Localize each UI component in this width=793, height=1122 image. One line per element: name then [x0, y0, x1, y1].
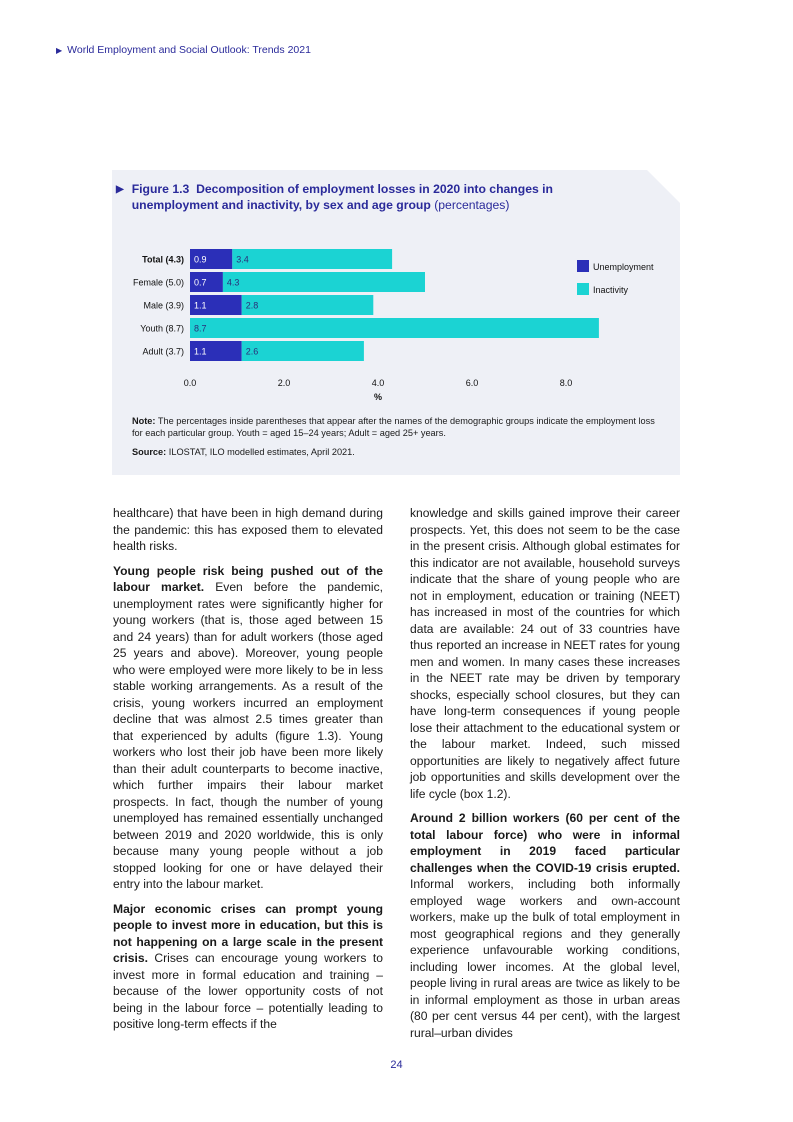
figure-title-text: Decomposition of employment losses in 2020 into changes in unemployment and inactivity, by sex and age group [131, 182, 553, 212]
data-label: 8.7 [194, 323, 207, 334]
stacked-bar-chart [112, 240, 680, 405]
bar-segment-inactivity [190, 318, 599, 338]
figure-title [116, 181, 636, 213]
x-tick-label: 8.0 [559, 378, 573, 388]
legend-swatch [577, 283, 589, 295]
figure-title-suffix: (percentages) [434, 198, 510, 212]
data-label: 0.7 [194, 277, 207, 288]
category-label: Male (3.9) [143, 300, 184, 311]
triangle-icon: ▶ [56, 45, 63, 55]
x-tick-label: 0.0 [183, 378, 197, 388]
page-number: 24 [390, 1059, 403, 1071]
text-column-right [410, 505, 680, 1049]
legend-entry: Unemployment [593, 262, 654, 272]
paragraph-lead: Major economic crises can prompt young people to invest more in education, but this is not happening on a large scale in the present crisis. [113, 901, 383, 965]
data-label: 2.6 [245, 346, 259, 357]
note-label: Note: [132, 416, 156, 426]
source-text: ILOSTAT, ILO modelled estimates, April 2021. [168, 447, 355, 457]
legend-entry: Inactivity [593, 285, 629, 295]
paragraph: healthcare) that have been in high demand during the pandemic: this has exposed them to elevated health risks. [113, 506, 383, 553]
category-label: Total (4.3) [142, 254, 184, 265]
paragraph-lead: Young people risk being pushed out of the labour market. [113, 563, 383, 594]
data-label: 3.4 [236, 254, 249, 265]
paragraph-text: Crises can encourage young workers to invest more in formal education and training – because of the lower opportunity costs of not being in the labour force – potentially leading to positive long-term effects if the [113, 951, 383, 1031]
category-label: Youth (8.7) [140, 323, 184, 334]
category-label: Female (5.0) [132, 277, 184, 288]
figure-number: Figure 1.3 [131, 182, 190, 196]
bar-segment-inactivity [232, 249, 392, 269]
x-axis-label: % [373, 392, 383, 402]
source-label: Source: [132, 447, 167, 457]
bar-segment-inactivity [242, 341, 364, 361]
paragraph-text: Even before the pandemic, unemployment rates were significantly higher for young workers (that is, those aged between 15 and 24 years) than for adult workers (those aged 25 years and above). Moreover, young people who were employed were more likely to be in less stable working arrangements. As a result of the crisis, young workers incurred an employment decline that was almost 2.5 times greater than that experienced by adults (figure 1.3). Young workers who lost their job have been more likely than their adult counterparts to become inactive, which further impairs their labour market prospects. In fact, though the number of young unemployed has remained essentially unchanged between 2019 and 2020 worldwide, this is only because many young people without a job stopped looking for one or have delayed their entry into the labour market. [113, 580, 383, 891]
triangle-icon: ▶ [116, 184, 124, 195]
x-tick-label: 4.0 [371, 378, 385, 388]
figure-source [132, 447, 662, 457]
text-column-left [113, 505, 383, 1041]
paragraph: knowledge and skills gained improve their career prospects. Yet, this does not seem to be the case in the present crisis. Although global estimates for this indicator are not available, household surveys indicate that the share of young people who are not in employment, education or training (NEET) has increased in most of the countries for which data are available: 24 out of 33 countries have thus reported an increase in NEET rates for young men and women. In many cases these increases in the NEET rate may be driven by temporary shocks, especially school closures, but they can have long-term consequences if young people lose their attachment to the educational system or the labour market. Indeed, such missed opportunities are likely to negatively affect future job opportunities and skills development over the life cycle (box 1.2). [410, 506, 680, 801]
note-text: The percentages inside parentheses that appear after the names of the demographic groups indicate the employment loss for each particular group. Youth = aged 15–24 years; Adult = aged 25+ years. [132, 416, 655, 438]
bar-segment-inactivity [223, 272, 425, 292]
x-tick-label: 2.0 [277, 378, 291, 388]
paragraph-lead: Around 2 billion workers (60 per cent of the total labour force) who were in informal employment in 2019 faced particular challenges when the COVID-19 crisis erupted. [410, 811, 680, 875]
paragraph-text: Informal workers, including both informally employed wage workers and own-account workers, make up the bulk of total employment in most geographical regions and they generally experience unfavourable working conditions, including lower incomes. At the global level, people living in rural areas are twice as likely to be in informal employment as those in urban areas (80 per cent versus 44 per cent), with the largest rural–urban divides [410, 877, 680, 1040]
paragraph [410, 810, 680, 1041]
data-label: 0.9 [194, 254, 207, 265]
data-label: 4.3 [226, 277, 240, 288]
running-header-title: World Employment and Social Outlook: Trends 2021 [67, 44, 311, 56]
bar-segment-inactivity [242, 295, 374, 315]
paragraph [113, 563, 383, 893]
paragraph [113, 901, 383, 1033]
running-header [56, 44, 311, 56]
legend-swatch [577, 260, 589, 272]
x-tick-label: 6.0 [465, 378, 479, 388]
figure-note [132, 415, 662, 439]
data-label: 2.8 [245, 300, 259, 311]
data-label: 1.1 [194, 346, 207, 357]
data-label: 1.1 [194, 300, 207, 311]
category-label: Adult (3.7) [142, 346, 184, 357]
